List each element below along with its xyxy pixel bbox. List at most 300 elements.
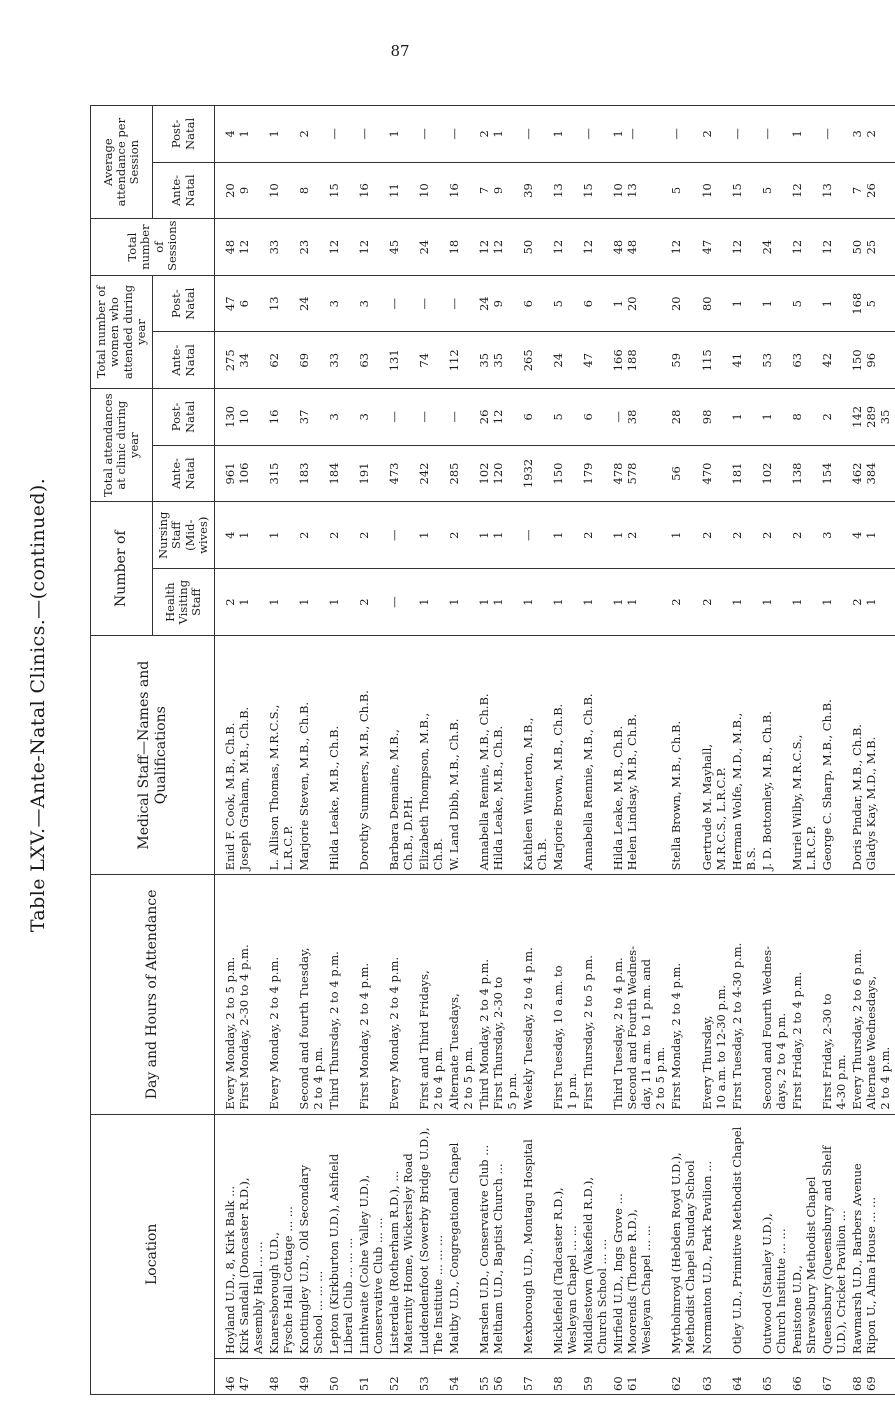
health-visiting-staff-cell-line: 1 xyxy=(551,598,566,606)
location-cell-line: Meltham U.D., Baptist Church ... xyxy=(491,1163,506,1354)
row-index xyxy=(446,1358,476,1394)
health-visiting-staff-cell-line: 1 xyxy=(417,598,432,606)
average-ante-cell-line: 16 xyxy=(447,183,462,198)
attendances-ante-cell-line: 961 xyxy=(223,462,237,485)
nursing-staff-cell xyxy=(759,502,789,569)
attendances-post-cell-line: 142 xyxy=(849,405,864,428)
sessions-cell-line: 24 xyxy=(417,239,432,255)
attendances-ante-cell-line: 384 xyxy=(863,462,878,485)
average-post-cell xyxy=(215,106,267,163)
location-cell-line: Rawmarsh U.D., Barbers Avenue xyxy=(849,1163,864,1354)
medical-staff-cell xyxy=(610,636,668,875)
medical-staff-cell xyxy=(266,636,296,875)
attendances-post-cell-line: 1 xyxy=(729,413,744,421)
row-index-line: 60 xyxy=(611,1376,626,1391)
attendances-post-cell xyxy=(668,389,698,446)
women-ante-cell-line: 131 xyxy=(387,349,402,372)
average-ante-cell xyxy=(729,162,759,219)
women-ante-cell-line: 42 xyxy=(819,352,834,368)
medical-staff-cell-line: M.R.C.S., L.R.C.P. xyxy=(713,767,728,871)
header-nursing-staff: Nursing Staff (Mid-wives) xyxy=(153,502,215,569)
women-ante-cell-line: 150 xyxy=(849,349,864,372)
women-ante-cell-line: 33 xyxy=(327,352,342,368)
row-index-line: 51 xyxy=(357,1376,372,1391)
sessions-cell xyxy=(580,219,610,276)
sessions-cell-line: 47 xyxy=(699,239,714,255)
women-post-cell-line: 3 xyxy=(357,300,372,308)
table-row xyxy=(386,106,416,1395)
attendances-post-cell-line: 5 xyxy=(551,413,566,421)
women-ante-cell-line: 41 xyxy=(729,352,744,368)
nursing-staff-cell xyxy=(849,502,893,569)
attendances-post-cell xyxy=(520,389,550,446)
location-cell-line: Conservative Club ... ... xyxy=(371,1217,386,1354)
day-hours-cell-line: First Monday, 2-30 to 4 p.m. xyxy=(237,944,252,1110)
attendances-ante-cell xyxy=(386,445,416,502)
attendances-post-cell xyxy=(610,389,668,446)
table-row xyxy=(759,106,789,1395)
women-ante-cell-line: 35 xyxy=(477,352,492,368)
medical-staff-cell-line: L. Allison Thomas, M.R.C.S., xyxy=(267,704,282,871)
women-post-cell xyxy=(356,275,386,332)
health-visiting-staff-cell xyxy=(416,569,446,636)
table-row xyxy=(446,106,476,1395)
row-index xyxy=(416,1358,446,1394)
table-row xyxy=(326,106,356,1395)
women-ante-cell xyxy=(729,332,759,389)
attendances-ante-cell-line: 102 xyxy=(477,462,492,485)
location-cell-line: Linthwaite (Colne Valley U.D.), xyxy=(357,1174,372,1354)
average-post-cell-line: — xyxy=(447,128,462,140)
nursing-staff-cell xyxy=(386,502,416,569)
health-visiting-staff-cell xyxy=(729,569,759,636)
attendances-ante-cell xyxy=(550,445,580,502)
sessions-cell-line: 12 xyxy=(789,239,804,255)
medical-staff-cell xyxy=(416,636,446,875)
filler-cell xyxy=(893,389,895,446)
medical-staff-cell-line: Muriel Wilby, M.R.C.S., xyxy=(789,734,804,871)
women-ante-cell xyxy=(580,332,610,389)
location-cell-line: Liberal Club ... ... ... xyxy=(341,1237,356,1354)
attendances-post-cell-line: 38 xyxy=(625,409,640,425)
location-cell-line: Church School ... ... xyxy=(595,1238,610,1354)
day-hours-cell xyxy=(819,875,849,1114)
location-cell xyxy=(266,1114,296,1358)
nursing-staff-cell-line: 1 xyxy=(417,531,432,539)
nursing-staff-cell-line: 1 xyxy=(237,531,252,539)
sessions-cell-line: 33 xyxy=(267,239,282,255)
average-post-cell-line: 1 xyxy=(267,130,282,138)
day-hours-cell-line: day, 11 a.m. to 1 p.m. and xyxy=(639,959,654,1110)
health-visiting-staff-cell xyxy=(849,569,893,636)
attendances-ante-cell-line: 242 xyxy=(417,462,432,485)
women-ante-cell-line: 63 xyxy=(357,352,372,368)
row-index-line: 50 xyxy=(327,1376,342,1391)
health-visiting-staff-cell-line: 1 xyxy=(327,598,342,606)
table-row xyxy=(819,106,849,1395)
day-hours-cell-line: Third Thursday, 2 to 4 p.m. xyxy=(327,951,342,1110)
day-hours-cell-line: 2 to 4 p.m. xyxy=(877,1046,892,1110)
row-index-line: 54 xyxy=(447,1376,462,1391)
women-post-cell xyxy=(759,275,789,332)
day-hours-cell-line: First Thursday, 2-30 to xyxy=(491,976,506,1110)
sessions-cell xyxy=(849,219,893,276)
health-visiting-staff-cell xyxy=(476,569,520,636)
nursing-staff-cell-line: 2 xyxy=(729,531,744,539)
sessions-cell xyxy=(416,219,446,276)
health-visiting-staff-cell xyxy=(356,569,386,636)
row-index-line: 55 xyxy=(477,1376,492,1391)
nursing-staff-cell-line: 1 xyxy=(477,531,492,539)
medical-staff-cell-line: Stella Brown, M.B., Ch.B. xyxy=(669,720,684,871)
location-cell xyxy=(356,1114,386,1358)
average-post-cell-line: 1 xyxy=(237,130,252,138)
health-visiting-staff-cell-line: 1 xyxy=(729,598,744,606)
medical-staff-cell-line: Hilda Leake, M.B., Ch.B. xyxy=(327,725,342,871)
women-ante-cell xyxy=(819,332,849,389)
table-row xyxy=(550,106,580,1395)
day-hours-cell-line: First Friday, 2-30 to xyxy=(819,993,834,1110)
sessions-cell-line: 12 xyxy=(477,239,492,255)
nursing-staff-cell-line: 1 xyxy=(551,531,566,539)
attendances-ante-cell-line: 578 xyxy=(625,462,640,485)
header-total-sessions: Total number of Sessions xyxy=(91,219,215,276)
filler-cell xyxy=(893,106,895,163)
location-cell xyxy=(729,1114,759,1358)
sessions-cell-line: 25 xyxy=(863,239,878,255)
average-ante-cell-line: 7 xyxy=(849,186,864,195)
location-cell-line: Moorends (Thorne R.D.), xyxy=(625,1208,640,1354)
nursing-staff-cell-line: 1 xyxy=(611,531,626,539)
health-visiting-staff-cell xyxy=(699,569,729,636)
header-location: Location xyxy=(91,1114,215,1394)
women-post-cell xyxy=(668,275,698,332)
day-hours-cell xyxy=(215,875,267,1114)
attendances-ante-cell-line: 56 xyxy=(669,466,684,481)
health-visiting-staff-cell-line: 1 xyxy=(267,598,282,606)
row-index xyxy=(326,1358,356,1394)
attendances-post-cell xyxy=(266,389,296,446)
women-post-cell-line: 1 xyxy=(759,300,774,308)
average-ante-cell xyxy=(849,162,893,219)
location-cell xyxy=(476,1114,520,1358)
nursing-staff-cell xyxy=(550,502,580,569)
women-post-cell xyxy=(550,275,580,332)
average-ante-cell-line: 7 xyxy=(477,186,492,195)
average-post-cell-line: 1 xyxy=(387,130,402,138)
location-cell xyxy=(668,1114,698,1358)
sessions-cell xyxy=(476,219,520,276)
nursing-staff-cell-line: 3 xyxy=(819,531,834,539)
row-index xyxy=(476,1358,520,1394)
filler-cell xyxy=(893,1114,895,1358)
row-index xyxy=(699,1358,729,1394)
medical-staff-cell-line: Joseph Graham, M.B., Ch.B. xyxy=(237,706,252,871)
average-post-cell-line: 3 xyxy=(849,130,864,138)
health-visiting-staff-cell-line: 1 xyxy=(477,598,492,606)
women-ante-cell-line: 96 xyxy=(863,352,878,368)
women-post-cell xyxy=(386,275,416,332)
attendances-post-cell-line: 35 xyxy=(877,409,892,425)
health-visiting-staff-cell xyxy=(296,569,326,636)
day-hours-cell xyxy=(668,875,698,1114)
day-hours-cell xyxy=(789,875,819,1114)
sessions-cell-line: 12 xyxy=(327,239,342,255)
row-index-line: 62 xyxy=(669,1376,684,1391)
table-row xyxy=(610,106,668,1395)
header-women-post-natal: Post-Natal xyxy=(153,275,215,332)
medical-staff-cell-line: Ch.B. xyxy=(431,838,446,871)
attendances-ante-cell-line: 191 xyxy=(357,462,372,485)
sessions-cell xyxy=(215,219,267,276)
women-ante-cell-line: 69 xyxy=(297,352,312,368)
attendances-post-cell-line: 16 xyxy=(267,409,282,425)
location-cell-line: Kirk Sandall (Doncaster R.D.), xyxy=(237,1177,252,1354)
day-hours-cell-line: Second and Fourth Wednes- xyxy=(625,945,640,1110)
health-visiting-staff-cell xyxy=(326,569,356,636)
row-index-line: 65 xyxy=(759,1376,774,1391)
location-cell xyxy=(550,1114,580,1358)
attendances-ante-cell xyxy=(729,445,759,502)
attendances-ante-cell xyxy=(416,445,446,502)
sessions-cell xyxy=(610,219,668,276)
medical-staff-cell-line: L.R.C.P. xyxy=(803,825,818,871)
attendances-ante-cell xyxy=(789,445,819,502)
nursing-staff-cell xyxy=(326,502,356,569)
table-row xyxy=(729,106,759,1395)
health-visiting-staff-cell-line: 2 xyxy=(223,598,237,606)
day-hours-cell-line: 2 to 5 p.m. xyxy=(461,1046,476,1110)
sessions-cell-line: 12 xyxy=(357,239,372,255)
average-post-cell xyxy=(476,106,520,163)
location-cell-line: Mytholmroyd (Hebden Royd U.D.), xyxy=(669,1152,684,1354)
nursing-staff-cell xyxy=(356,502,386,569)
women-ante-cell xyxy=(668,332,698,389)
average-post-cell-line: 4 xyxy=(223,130,237,138)
location-cell-line: Shrewsbury Methodist Chapel xyxy=(803,1176,818,1354)
rotated-table-stage xyxy=(90,105,892,1395)
attendances-post-cell-line: 6 xyxy=(521,413,536,421)
attendances-post-cell xyxy=(729,389,759,446)
row-index-line: 46 xyxy=(223,1376,237,1391)
attendances-post-cell-line: 28 xyxy=(669,409,684,425)
nursing-staff-cell xyxy=(580,502,610,569)
women-ante-cell-line: 265 xyxy=(521,349,536,372)
average-post-cell xyxy=(386,106,416,163)
average-ante-cell-line: 10 xyxy=(267,183,282,198)
sessions-cell xyxy=(550,219,580,276)
average-post-cell-line: — xyxy=(357,128,372,140)
row-index-line: 68 xyxy=(849,1376,864,1391)
day-hours-cell-line: 2 to 4 p.m. xyxy=(431,1046,446,1110)
attendances-ante-cell-line: 473 xyxy=(387,462,402,485)
location-cell xyxy=(386,1114,416,1358)
average-ante-cell xyxy=(580,162,610,219)
women-ante-cell xyxy=(356,332,386,389)
table-row xyxy=(416,106,446,1395)
nursing-staff-cell-line: 2 xyxy=(357,531,372,539)
nursing-staff-cell-line: 2 xyxy=(447,531,462,539)
filler-cell xyxy=(893,219,895,276)
day-hours-cell xyxy=(759,875,789,1114)
day-hours-cell-line: 5 p.m. xyxy=(505,1073,520,1110)
sessions-cell-line: 18 xyxy=(447,239,462,255)
row-index xyxy=(759,1358,789,1394)
women-post-cell xyxy=(610,275,668,332)
attendances-ante-cell-line: 102 xyxy=(759,462,774,485)
average-ante-cell-line: 16 xyxy=(357,183,372,198)
day-hours-cell-line: Every Monday, 2 to 4 p.m. xyxy=(267,956,282,1110)
day-hours-cell-line: 10 a.m. to 12-30 p.m. xyxy=(713,984,728,1110)
sessions-cell xyxy=(759,219,789,276)
medical-staff-cell xyxy=(729,636,759,875)
day-hours-cell-line: Second and fourth Tuesday, xyxy=(297,947,312,1110)
average-post-cell-line: — xyxy=(669,128,684,140)
women-ante-cell-line: 166 xyxy=(611,349,626,372)
medical-staff-cell-line: Doris Pindar, M.B., Ch.B. xyxy=(849,724,864,871)
location-cell-line: Listerdale (Rotherham R.D.), ... xyxy=(387,1170,402,1354)
medical-staff-cell xyxy=(699,636,729,875)
sessions-cell-line: 12 xyxy=(237,239,252,255)
average-ante-cell xyxy=(215,162,267,219)
location-cell-line: Otley U.D., Primitive Methodist Chapel xyxy=(729,1126,744,1354)
attendances-ante-cell xyxy=(668,445,698,502)
sessions-cell-line: 50 xyxy=(521,239,536,255)
average-ante-cell-line: 10 xyxy=(611,183,626,198)
women-post-cell-line: 20 xyxy=(625,296,640,312)
women-post-cell xyxy=(215,275,267,332)
average-post-cell-line: — xyxy=(327,128,342,140)
table-row xyxy=(266,106,296,1395)
average-ante-cell-line: 10 xyxy=(417,183,432,198)
row-index-line: 63 xyxy=(699,1376,714,1391)
average-post-cell-line: — xyxy=(581,128,596,140)
attendances-post-cell xyxy=(759,389,789,446)
location-cell-line: Knaresborough U.D., xyxy=(267,1231,282,1354)
average-post-cell-line: — xyxy=(625,128,640,140)
health-visiting-staff-cell-line: 1 xyxy=(625,598,640,606)
women-post-cell xyxy=(849,275,893,332)
attendances-ante-cell xyxy=(446,445,476,502)
women-ante-cell xyxy=(699,332,729,389)
health-visiting-staff-cell-line: 2 xyxy=(699,598,714,606)
day-hours-cell-line: Every Thursday, 2 to 6 p.m. xyxy=(849,949,864,1110)
attendances-ante-cell xyxy=(296,445,326,502)
attendances-post-cell xyxy=(446,389,476,446)
average-post-cell xyxy=(446,106,476,163)
day-hours-cell-line: Every Thursday, xyxy=(699,1015,714,1110)
day-hours-cell xyxy=(266,875,296,1114)
medical-staff-cell xyxy=(386,636,416,875)
attendances-ante-cell xyxy=(356,445,386,502)
women-post-cell xyxy=(580,275,610,332)
location-cell-line: Ripon U., Alma House ... ... xyxy=(863,1196,878,1354)
day-hours-cell-line: 2 to 4 p.m. xyxy=(311,1046,326,1110)
day-hours-cell-line: First Monday, 2 to 4 p.m. xyxy=(357,962,372,1110)
women-post-cell xyxy=(789,275,819,332)
women-ante-cell xyxy=(446,332,476,389)
women-ante-cell-line: 35 xyxy=(491,352,506,368)
attendances-ante-cell xyxy=(580,445,610,502)
attendances-post-cell xyxy=(326,389,356,446)
average-post-cell xyxy=(266,106,296,163)
average-ante-cell-line: 15 xyxy=(729,183,744,198)
day-hours-cell-line: Every Monday, 2 to 5 p.m. xyxy=(223,956,237,1110)
day-hours-cell xyxy=(476,875,520,1114)
medical-staff-cell xyxy=(819,636,849,875)
women-post-cell-line: 13 xyxy=(267,296,282,312)
location-cell-line: U.D.), Cricket Pavilion ... xyxy=(833,1210,848,1354)
header-number-of: Number of xyxy=(91,502,153,636)
header-total-women: Total number of women who attended during year xyxy=(91,275,153,388)
average-ante-cell xyxy=(789,162,819,219)
header-health-visiting-staff: Health Visiting Staff xyxy=(153,569,215,636)
table-row xyxy=(356,106,386,1395)
nursing-staff-cell-line: 2 xyxy=(699,531,714,539)
women-post-cell-line: 9 xyxy=(491,300,506,308)
day-hours-cell-line: Third Monday, 2 to 4 p.m. xyxy=(477,958,492,1110)
sessions-cell xyxy=(356,219,386,276)
women-ante-cell-line: 53 xyxy=(759,352,774,368)
women-post-cell xyxy=(729,275,759,332)
nursing-staff-cell xyxy=(729,502,759,569)
average-ante-cell xyxy=(416,162,446,219)
sessions-cell xyxy=(819,219,849,276)
average-ante-cell-line: 15 xyxy=(581,183,596,198)
page-number: 87 xyxy=(390,42,410,60)
sessions-cell-line: 12 xyxy=(581,239,596,255)
women-post-cell xyxy=(266,275,296,332)
sessions-cell-line: 50 xyxy=(849,239,864,255)
sessions-cell-line: 24 xyxy=(759,239,774,255)
sessions-cell xyxy=(326,219,356,276)
women-ante-cell xyxy=(520,332,550,389)
women-ante-cell xyxy=(326,332,356,389)
filler-cell xyxy=(893,636,895,875)
row-index xyxy=(356,1358,386,1394)
medical-staff-cell-line: Enid F. Cook, M.B., Ch.B. xyxy=(223,722,237,871)
location-cell-line: Wesleyan Chapel ... ... xyxy=(639,1225,654,1354)
average-ante-cell xyxy=(296,162,326,219)
average-post-cell-line: 1 xyxy=(551,130,566,138)
table-filler-row xyxy=(893,106,895,1395)
women-post-cell-line: 20 xyxy=(669,296,684,312)
health-visiting-staff-cell xyxy=(215,569,267,636)
attendances-ante-cell xyxy=(326,445,356,502)
medical-staff-cell xyxy=(326,636,356,875)
sessions-cell xyxy=(520,219,550,276)
sessions-cell xyxy=(266,219,296,276)
women-post-cell-line: 1 xyxy=(819,300,834,308)
health-visiting-staff-cell xyxy=(759,569,789,636)
health-visiting-staff-cell xyxy=(819,569,849,636)
women-post-cell-line: 24 xyxy=(477,296,492,312)
location-cell xyxy=(759,1114,789,1358)
location-cell xyxy=(446,1114,476,1358)
average-post-cell xyxy=(296,106,326,163)
row-index xyxy=(849,1358,893,1394)
row-index xyxy=(610,1358,668,1394)
table-row xyxy=(580,106,610,1395)
attendances-ante-cell xyxy=(215,445,267,502)
filler-cell xyxy=(893,502,895,569)
women-ante-cell xyxy=(215,332,267,389)
day-hours-cell xyxy=(356,875,386,1114)
attendances-post-cell-line: 3 xyxy=(327,413,342,421)
header-att-post-natal: Post-Natal xyxy=(153,389,215,446)
day-hours-cell xyxy=(699,875,729,1114)
women-ante-cell-line: 74 xyxy=(417,352,432,368)
